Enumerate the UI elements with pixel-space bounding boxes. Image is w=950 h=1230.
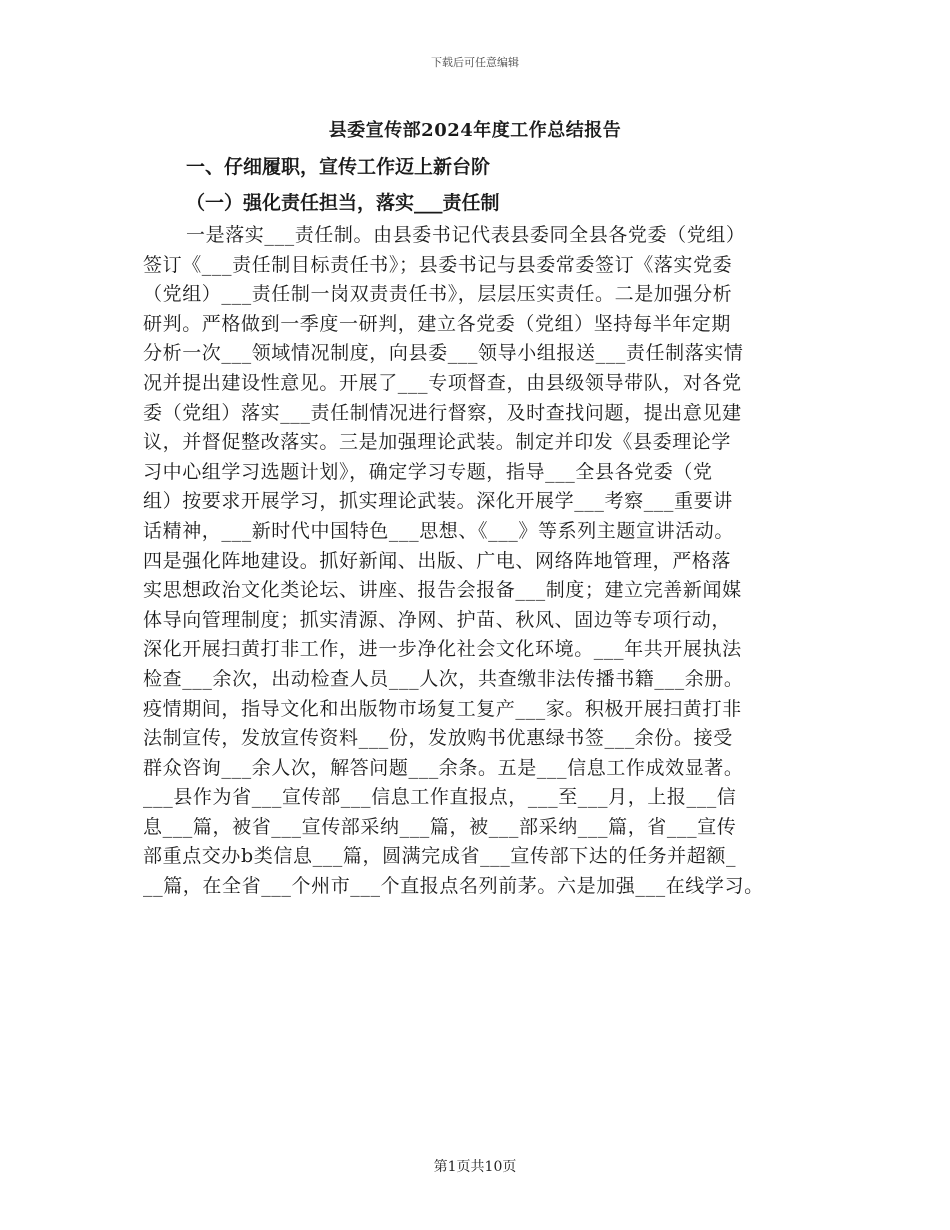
page-number: 第1页共10页 [433, 1159, 517, 1175]
body-line: 息___篇，被省___宣传部采纳___篇，被___部采纳___篇，省___宣传 [143, 815, 737, 838]
body-line: 习中心组学习选题计划》，确定学习专题，指导___全县各党委（党 [143, 460, 713, 483]
body-line: 委（党组）落实___责任制情况进行督察，及时查找问题，提出意见建 [143, 401, 742, 424]
body-line: 疫情期间，指导文化和出版物市场复工复产___家。积极开展扫黄打非 [143, 697, 742, 720]
body-line: 议，并督促整改落实。三是加强理论武装。制定并印发《县委理论学 [143, 431, 732, 454]
body-line: 法制宣传，发放宣传资料___份，发放购书优惠绿书签___余份。接受 [143, 727, 733, 750]
body-line: 签订《___责任制目标责任书》；县委书记与县委常委签订《落实党委 [143, 253, 733, 276]
body-line: 部重点交办b类信息___篇，圆满完成省___宣传部下达的任务并超额_ [143, 845, 737, 868]
subsection-heading: （一）强化责任担当，落实___责任制 [186, 192, 500, 214]
header-note: 下载后可任意编辑 [431, 56, 519, 69]
document-title: 县委宣传部2024年度工作总结报告 [328, 120, 622, 141]
body-line: 组）按要求开展学习，抓实理论武装。深化开展学___考察___重要讲 [143, 490, 733, 513]
body-line: 话精神，___新时代中国特色___思想、《___》等系列主题宣讲活动。 [143, 519, 735, 542]
body-paragraph [143, 221, 823, 902]
body-line: 群众咨询___余人次，解答问题___余条。五是___信息工作成效显著。 [143, 756, 744, 779]
body-line: 况并提出建设性意见。开展了___专项督查，由县级领导带队，对各党 [143, 371, 742, 394]
body-line: 体导向管理制度；抓实清源、净网、护苗、秋风、固边等专项行动， [143, 608, 732, 631]
body-line: （党组）___责任制一岗双责责任书》，层层压实责任。二是加强分析 [143, 283, 733, 306]
body-line: 检查___余次，出动检查人员___人次，共查缴非法传播书籍___余册。 [143, 667, 744, 690]
body-line: 实思想政治文化类论坛、讲座、报告会报备___制度；建立完善新闻媒 [143, 579, 742, 602]
section-heading: 一、仔细履职，宣传工作迈上新台阶 [186, 156, 491, 178]
body-line: __篇，在全省___个州市___个直报点名列前茅。六是加强___在线学习。 [143, 875, 764, 898]
body-line: 深化开展扫黄打非工作，进一步净化社会文化环境。___年共开展执法 [143, 638, 742, 661]
body-line: 研判。严格做到一季度一研判，建立各党委（党组）坚持每半年定期 [143, 312, 732, 335]
body-line: ___县作为省___宣传部___信息工作直报点，___至___月，上报___信 [143, 786, 737, 809]
body-line: 四是强化阵地建设。抓好新闻、出版、广电、网络阵地管理，严格落 [143, 549, 732, 572]
body-line: 一是落实___责任制。由县委书记代表县委同全县各党委（党组） [186, 224, 746, 246]
body-line: 分析一次___领域情况制度，向县委___领导小组报送___责任制落实情 [143, 342, 744, 365]
